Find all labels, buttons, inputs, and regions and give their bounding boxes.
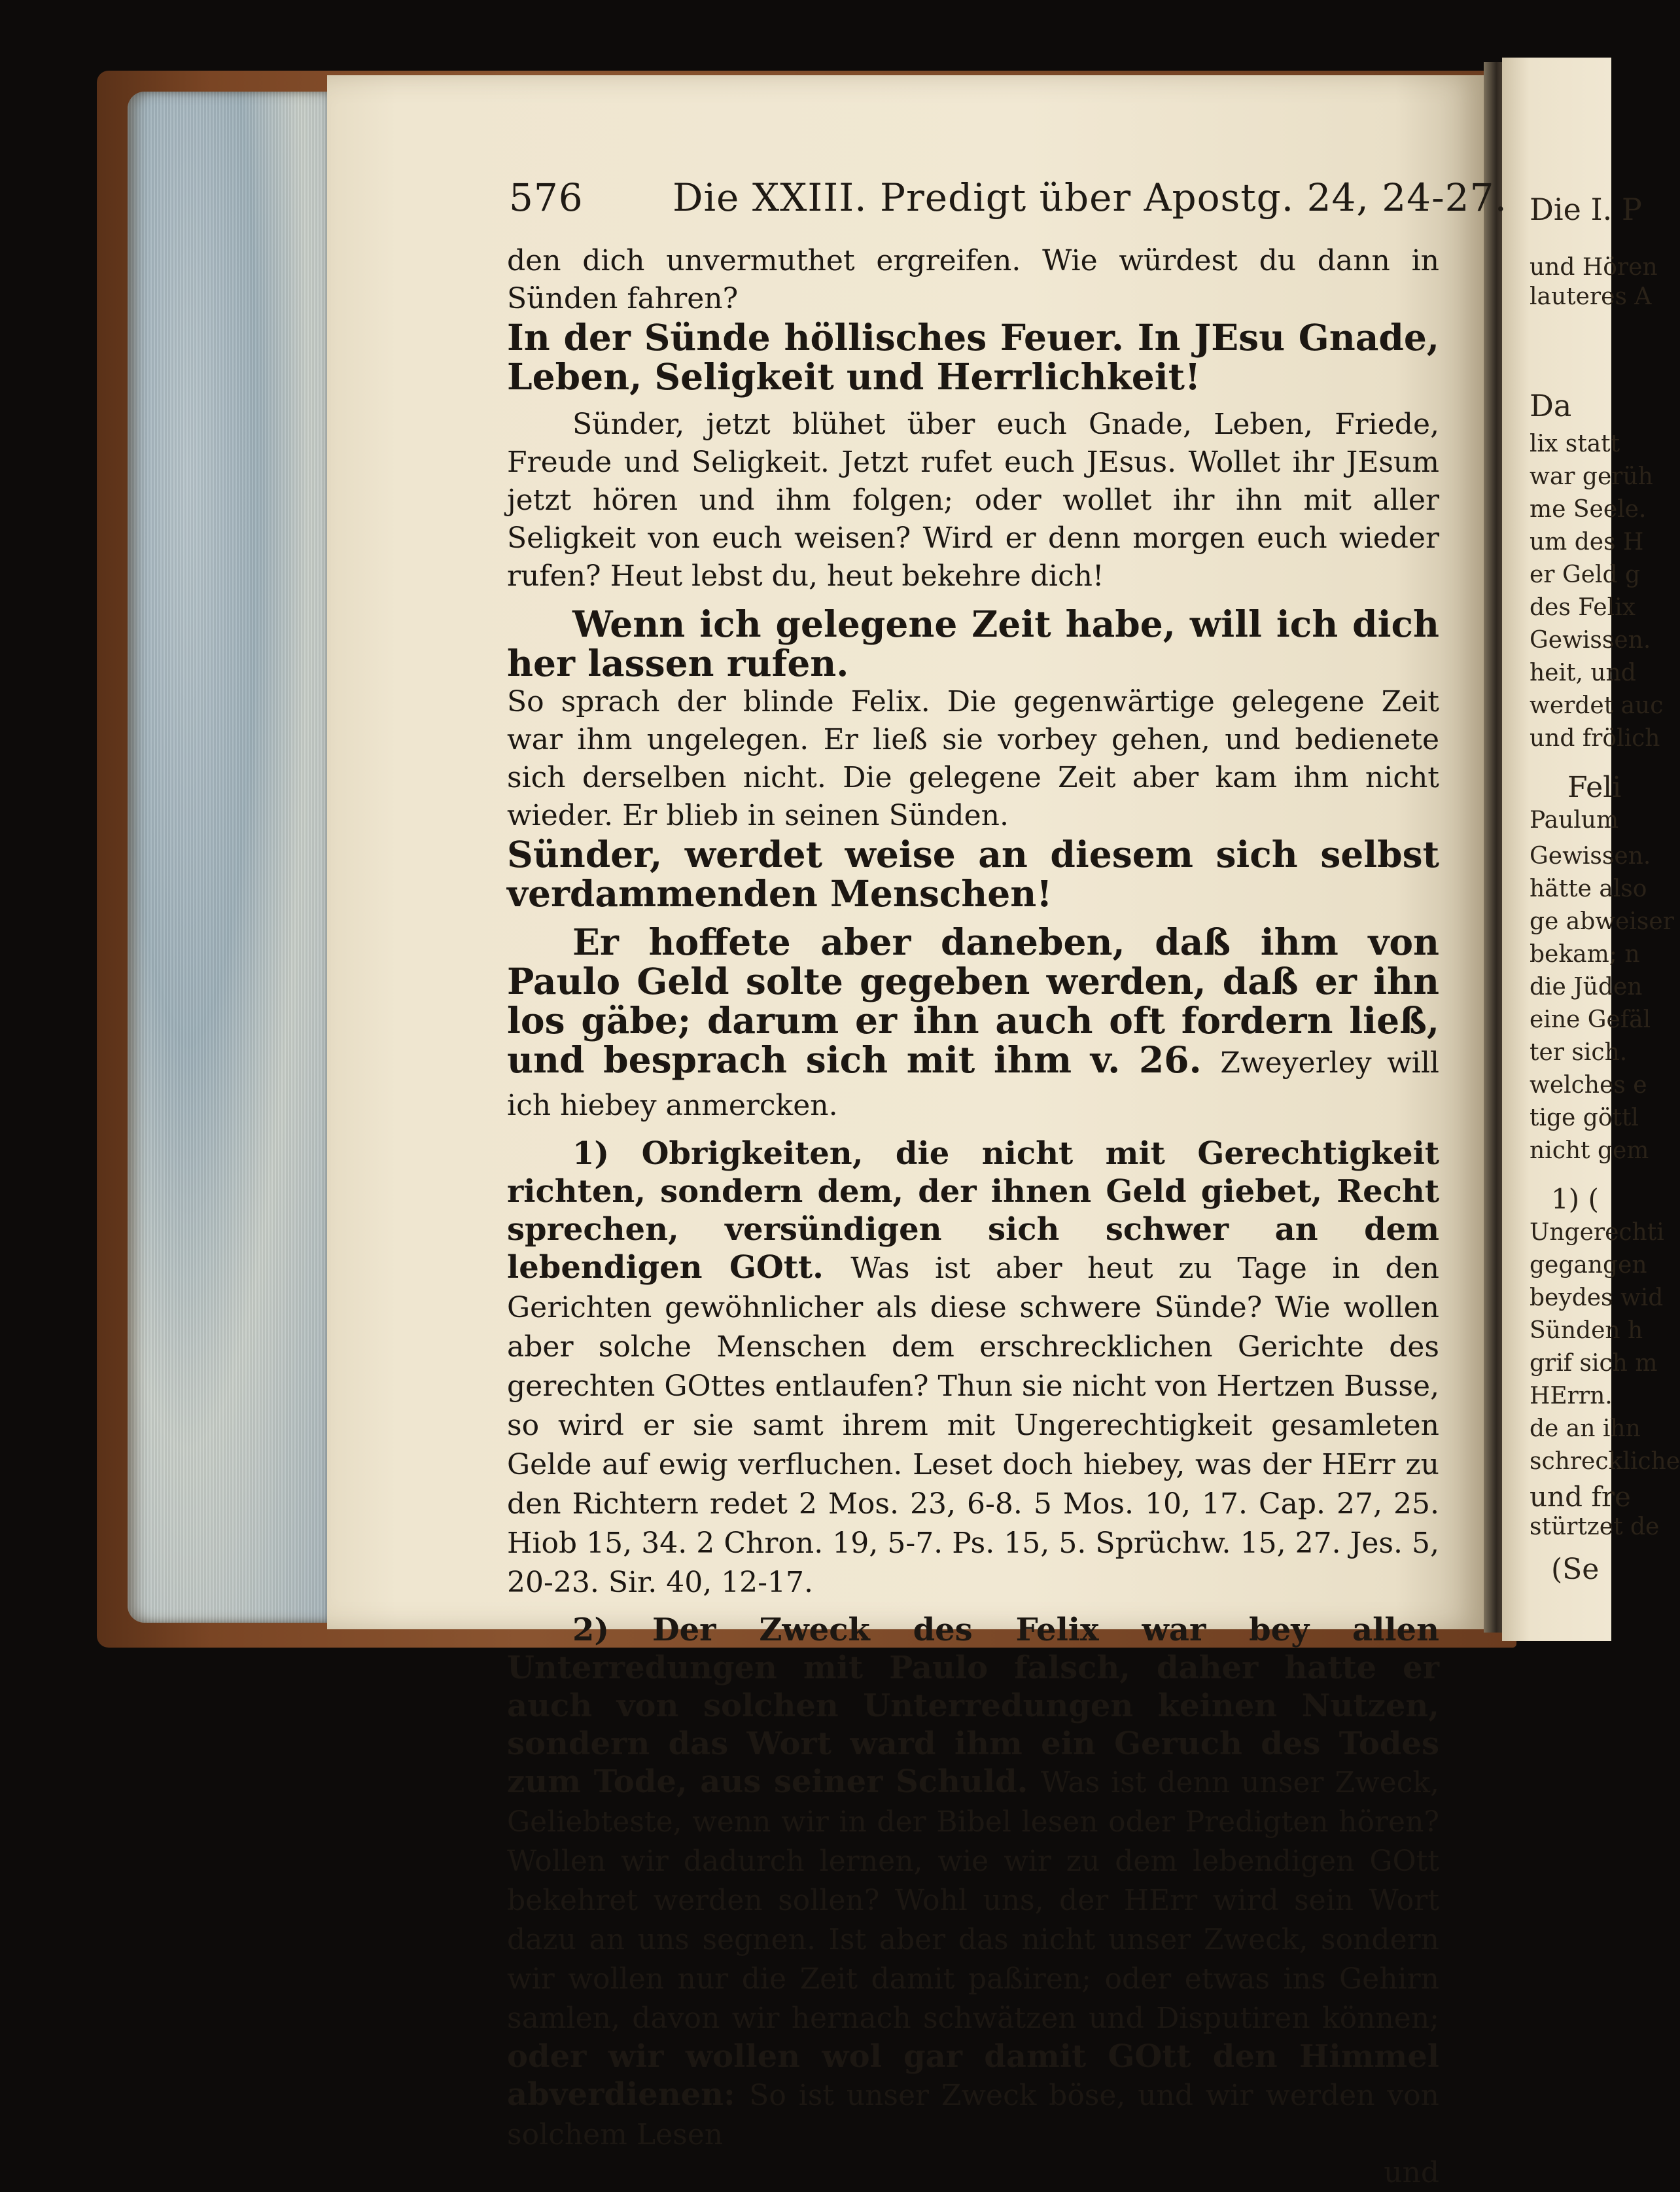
facing-line: me Seele. xyxy=(1530,496,1647,523)
facing-line: war gerüh xyxy=(1530,463,1653,490)
facing-line: Sünden h xyxy=(1530,1317,1643,1344)
facing-line: werdet auc xyxy=(1530,692,1664,719)
facing-line: 1) ( xyxy=(1551,1183,1599,1215)
point-one: 1) Obrigkeiten, die nicht mit Gerechtigkeit richten, sondern dem, der ihnen Geld giebet, Recht sprechen, versündigen sich schwer an dem lebendigen GOtt. Was ist aber heut zu Tage in den Gerichten gewöhnlicher als diese schwere Sünde? Wie wollen aber solche Menschen dem erschrecklichen Gerichte des gerechten GOttes entlaufen? Thun sie nicht von Hertzen Busse, so wird er sie samt ihrem mit Ungerechtigkeit gesamleten Gelde auf ewig verfluchen. Leset doch hiebey, was der HErr zu den Richtern redet 2 Mos. 23, 6-8. 5 Mos. 10, 17. Cap. 27, 25. Hiob 15, 34. 2 Chron. 19, 5-7. Ps. 15, 5. Sprüchw. 15, 27. Jes. 5, 20-23. Sir. 40, 12-17. xyxy=(507,1135,1439,1599)
facing-line: ge abweiser xyxy=(1530,908,1674,935)
facing-line: und fre xyxy=(1530,1481,1631,1513)
facing-line: und frölich xyxy=(1530,725,1660,752)
running-title: Die XXIII. Predigt über Apostg. 24, 24-27. xyxy=(673,175,1507,220)
facing-line: gegangen xyxy=(1530,1252,1647,1279)
facing-line: tige göttl xyxy=(1530,1105,1639,1131)
facing-line: Da xyxy=(1530,388,1572,423)
facing-line: lix statt xyxy=(1530,431,1620,457)
scripture-quote: Wenn ich gelegene Zeit habe, will ich dich her lassen rufen. xyxy=(507,603,1439,684)
facing-line: HErrn. xyxy=(1530,1383,1613,1409)
paragraph: den dich unvermuthet ergreifen. Wie würdest du dann in Sünden fahren? xyxy=(507,244,1439,315)
catchword: und xyxy=(1384,2156,1439,2189)
facing-line: schreckliche xyxy=(1530,1448,1680,1475)
facing-line: bekam; n xyxy=(1530,941,1640,968)
facing-line: welches e xyxy=(1530,1072,1647,1099)
facing-line: heit, und xyxy=(1530,660,1636,686)
facing-line: Gewissen. xyxy=(1530,843,1651,870)
facing-line: stürtzet de xyxy=(1530,1513,1660,1540)
right-page-partial xyxy=(1502,58,1680,1641)
facing-line: eine Gefäl xyxy=(1530,1006,1651,1033)
facing-line: hätte also xyxy=(1530,875,1647,902)
facing-line: und Hören xyxy=(1530,254,1658,281)
running-header xyxy=(509,175,1507,228)
facing-line: grif sich m xyxy=(1530,1350,1658,1377)
paragraph-emphasis: In der Sünde höllisches Feuer. In JEsu Gnade, Leben, Seligkeit und Herrlichkeit! xyxy=(507,316,1439,398)
facing-line: Feli xyxy=(1567,771,1622,804)
facing-line: Die I. P xyxy=(1530,192,1642,227)
facing-line: des Felix xyxy=(1530,594,1636,621)
facing-line: nicht gem xyxy=(1530,1137,1649,1164)
facing-line: ter sich. xyxy=(1530,1039,1628,1066)
paragraph: Sünder, jetzt blühet über euch Gnade, Leben, Friede, Freude und Seligkeit. Jetzt rufet euch JEsus. Wollet ihr JEsum jetzt hören und ihm folgen; oder wollet ihr ihn mit aller Seligkeit von euch weisen? Wird er denn morgen euch wieder rufen? Heut lebst du, heut bekehre dich! xyxy=(507,408,1439,593)
scripture-quote: Er hoffete aber daneben, daß ihm von Paulo Geld solte gegeben werden, daß er ihn los gäbe; darum er ihn auch oft fordern ließ, und besprach sich mit ihm v. 26. Zweyerley will ich hiebey anmercken. xyxy=(507,921,1440,1122)
page-number: 576 xyxy=(509,175,584,220)
facing-line: er Geld g xyxy=(1530,561,1641,588)
facing-line: beydes wid xyxy=(1530,1284,1664,1311)
page-edges xyxy=(128,92,330,1623)
facing-line: lauteres A xyxy=(1530,283,1652,310)
facing-line: die Jüden xyxy=(1530,974,1643,1000)
facing-line: um des H xyxy=(1530,529,1644,556)
paragraph-emphasis: Sünder, werdet weise an diesem sich selbst verdammenden Menschen! xyxy=(507,833,1439,915)
facing-line: (Se xyxy=(1551,1553,1600,1586)
facing-line: Paulum xyxy=(1530,807,1619,834)
facing-line: de an ihn xyxy=(1530,1415,1641,1442)
main-text xyxy=(507,242,1439,2192)
point-two: 2) Der Zweck des Felix war bey allen Unterredungen mit Paulo falsch, daher hatte er auch von solchen Unterredungen keinen Nutzen, sondern das Wort ward ihm ein Geruch des Todes zum Tode, aus seiner Schuld. Was ist denn unser Zweck, Geliebteste, wenn wir in der Bibel lesen oder Predigten hören? Wollen wir dadurch lernen, wie wir zu dem lebendigen GOtt bekehret werden sollen? Wohl uns, der HErr wird sein Wort dazu an uns segnen. Ist aber das nicht unser Zweck, sondern wir wollen nur die Zeit damit paßiren; oder etwas ins Gehirn samlen, davon wir hernach schwätzen und Disputiren können; oder wir wollen wol gar damit GOtt den Himmel abverdienen: So ist unser Zweck böse, und wir werden von solchem Lesen xyxy=(507,1612,1439,2151)
facing-line: Ungerechti xyxy=(1530,1219,1664,1246)
facing-line: Gewissen. xyxy=(1530,627,1651,654)
paragraph: So sprach der blinde Felix. Die gegenwärtige gelegene Zeit war ihm ungelegen. Er ließ sie vorbey gehen, und bedienete sich derselben nicht. Die gelegene Zeit aber kam ihm nicht wieder. Er blieb in seinen Sünden. xyxy=(507,685,1439,832)
